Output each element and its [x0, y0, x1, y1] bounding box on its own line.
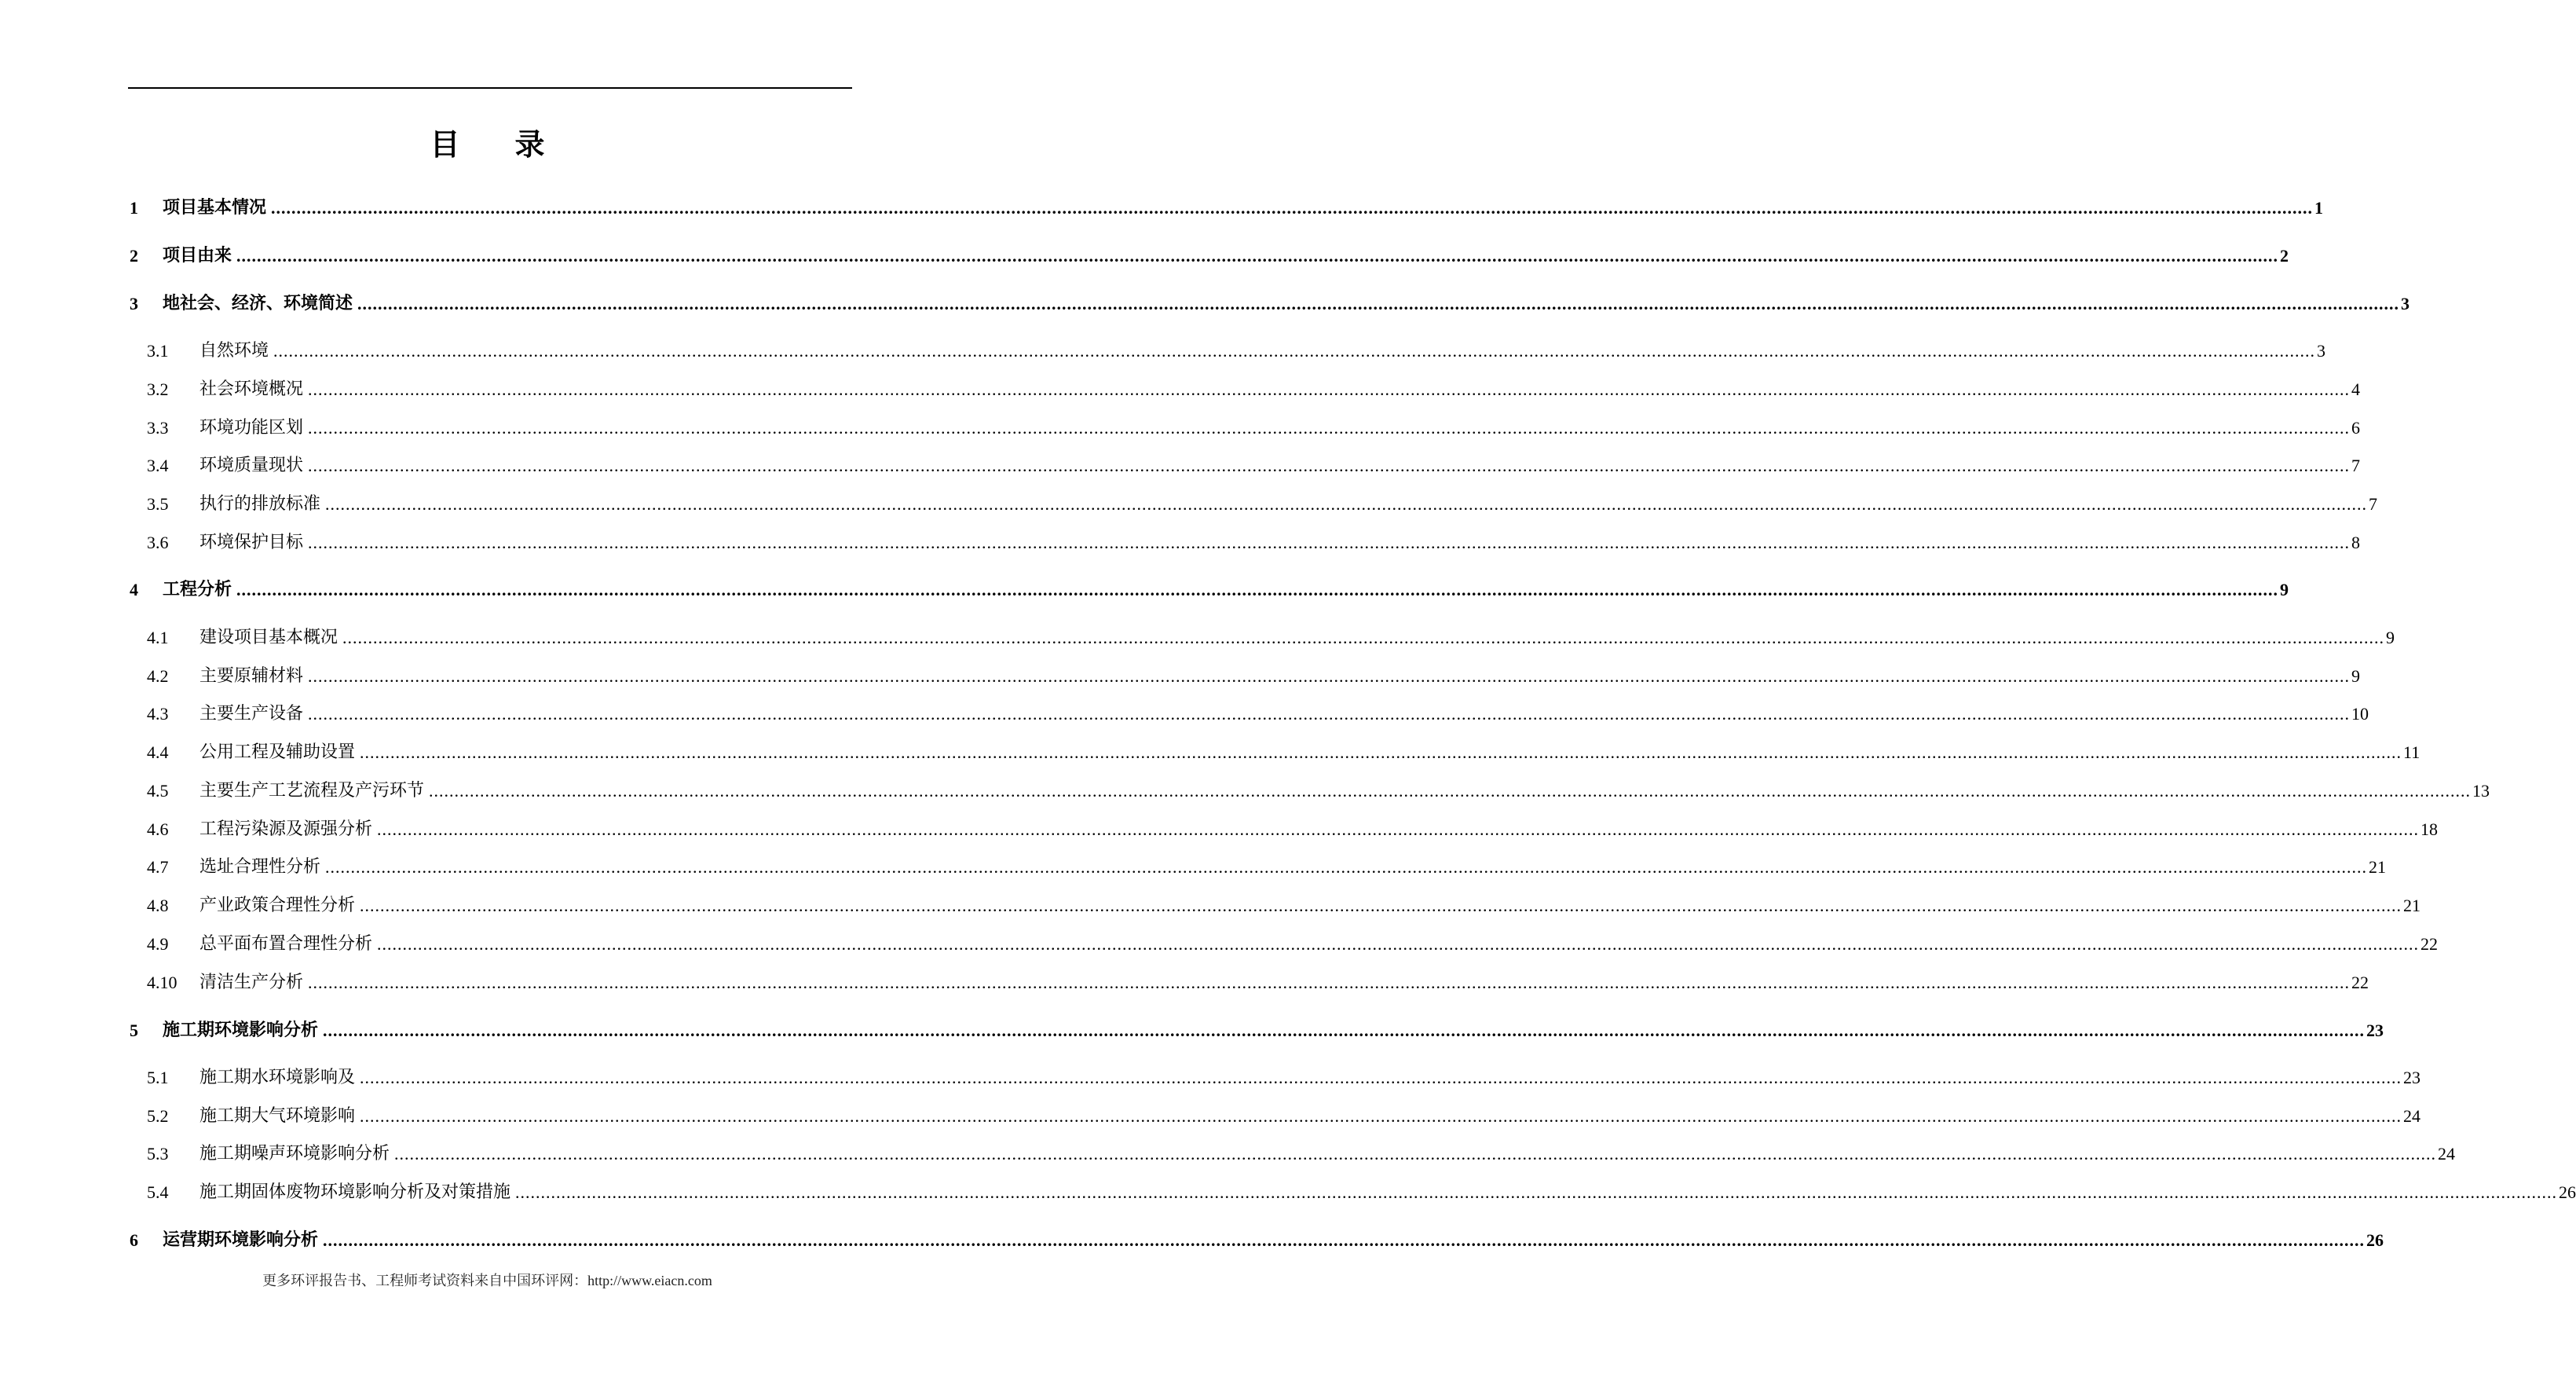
toc-section-entry[interactable]	[128, 1105, 2421, 1128]
toc-leader-dots: ................................................................................................................................................................................................................................................................................................................................................................................................................	[515, 1182, 2558, 1202]
toc-entry-number: 5.1	[147, 1068, 169, 1087]
toc-entry-page: 24	[2438, 1144, 2456, 1164]
toc-chapter-entry[interactable]	[128, 196, 2324, 220]
toc-leader-dots: ................................................................................................................................................................................................................................................................................................................................................................................................................	[323, 1021, 2366, 1040]
toc-leader-dots: ................................................................................................................................................................................................................................................................................................................................................................................................................	[308, 379, 2351, 399]
toc-leader-dots: ................................................................................................................................................................................................................................................................................................................................................................................................................	[394, 1144, 2437, 1164]
toc-section-entry[interactable]	[128, 378, 2361, 401]
toc-entry-title: 施工期噪声环境影响分析	[199, 1144, 390, 1164]
toc-entry-number: 4.7	[147, 857, 169, 877]
toc-entry-title: 建设项目基本概况	[199, 628, 338, 647]
toc-leader-dots: ................................................................................................................................................................................................................................................................................................................................................................................................................	[325, 494, 2368, 514]
toc-entry-title: 运营期环境影响分析	[163, 1230, 319, 1250]
toc-leader-dots: ................................................................................................................................................................................................................................................................................................................................................................................................................	[308, 456, 2351, 475]
toc-section-entry[interactable]	[128, 626, 2395, 650]
toc-entry-title: 主要生产设备	[199, 704, 304, 724]
toc-entry-title: 工程分析	[163, 580, 232, 599]
toc-entry-page: 2	[2280, 246, 2289, 266]
toc-entry-title: 地社会、经济、环境简述	[163, 294, 353, 313]
toc-leader-dots: ................................................................................................................................................................................................................................................................................................................................................................................................................	[323, 1230, 2366, 1250]
page-footer	[0, 1271, 975, 1291]
toc-entry-title: 项目由来	[163, 246, 232, 266]
toc-entry-number: 4.6	[147, 819, 169, 839]
toc-section-entry[interactable]	[128, 493, 2378, 516]
toc-entry-page: 23	[2366, 1021, 2384, 1040]
toc-leader-dots: ................................................................................................................................................................................................................................................................................................................................................................................................................	[308, 973, 2351, 992]
toc-entry-number: 4.8	[147, 896, 169, 915]
toc-leader-dots: ................................................................................................................................................................................................................................................................................................................................................................................................................	[360, 1068, 2402, 1087]
toc-entry-page: 21	[2403, 896, 2421, 915]
toc-leader-dots: ................................................................................................................................................................................................................................................................................................................................................................................................................	[308, 533, 2351, 552]
toc-section-entry[interactable]	[128, 454, 2361, 478]
toc-entry-title: 产业政策合理性分析	[199, 896, 356, 915]
toc-entry-page: 3	[2317, 341, 2326, 361]
toc-entry-number: 4.10	[147, 973, 177, 992]
toc-section-entry[interactable]	[128, 818, 2439, 841]
toc-entry-title: 施工期环境影响分析	[163, 1021, 319, 1040]
toc-entry-page: 7	[2369, 494, 2378, 514]
toc-entry-title: 总平面布置合理性分析	[199, 934, 373, 954]
toc-entry-title: 主要原辅材料	[199, 666, 304, 686]
toc-entry-number: 5.3	[147, 1144, 169, 1164]
toc-entry-number: 4.5	[147, 781, 169, 801]
toc-chapter-entry[interactable]	[128, 1019, 2384, 1043]
title-char-2: 录	[514, 129, 545, 162]
toc-entry-number: 5	[130, 1021, 138, 1040]
toc-section-entry[interactable]	[128, 971, 2369, 995]
toc-entry-number: 4.1	[147, 628, 169, 647]
toc-leader-dots: ................................................................................................................................................................................................................................................................................................................................................................................................................	[357, 294, 2400, 313]
toc-entry-title: 项目基本情况	[163, 198, 267, 218]
toc-entry-number: 4.4	[147, 742, 169, 762]
toc-entry-number: 4.2	[147, 666, 169, 686]
toc-leader-dots: ................................................................................................................................................................................................................................................................................................................................................................................................................	[360, 1106, 2402, 1126]
toc-section-entry[interactable]	[128, 665, 2361, 688]
toc-entry-number: 4.3	[147, 704, 169, 724]
toc-chapter-entry[interactable]	[128, 292, 2410, 316]
toc-entry-page: 1	[2314, 198, 2324, 218]
toc-entry-number: 3.2	[147, 379, 169, 399]
toc-entry-page: 26	[2366, 1230, 2384, 1250]
toc-entry-page: 11	[2403, 742, 2420, 762]
toc-entry-number: 3.5	[147, 494, 169, 514]
toc-entry-page: 10	[2351, 704, 2369, 724]
toc-leader-dots: ................................................................................................................................................................................................................................................................................................................................................................................................................	[273, 341, 2316, 361]
toc-section-entry[interactable]	[128, 1181, 2576, 1204]
toc-entry-title: 主要生产工艺流程及产污环节	[199, 781, 425, 801]
toc-section-entry[interactable]	[128, 702, 2369, 726]
toc-entry-title: 公用工程及辅助设置	[199, 742, 356, 762]
toc-leader-dots: ................................................................................................................................................................................................................................................................................................................................................................................................................	[236, 580, 2279, 599]
title-char-1: 目	[430, 129, 460, 162]
toc-leader-dots: ................................................................................................................................................................................................................................................................................................................................................................................................................	[308, 704, 2351, 724]
toc-chapter-entry[interactable]	[128, 578, 2289, 602]
toc-section-entry[interactable]	[128, 741, 2420, 764]
toc-entry-page: 18	[2420, 819, 2439, 839]
toc-section-entry[interactable]	[128, 1066, 2421, 1090]
toc-entry-title: 施工期固体废物环境影响分析及对策措施	[199, 1182, 511, 1202]
toc-entry-page: 24	[2403, 1106, 2421, 1126]
toc-entry-page: 22	[2420, 934, 2439, 954]
toc-entry-page: 13	[2472, 781, 2490, 801]
toc-entry-page: 9	[2280, 580, 2289, 599]
toc-entry-number: 3	[130, 294, 138, 313]
toc-entry-page: 8	[2351, 533, 2361, 552]
toc-leader-dots: ................................................................................................................................................................................................................................................................................................................................................................................................................	[360, 742, 2402, 762]
toc-entry-page: 23	[2403, 1068, 2421, 1087]
toc-entry-title: 选址合理性分析	[199, 857, 321, 877]
toc-entry-page: 9	[2386, 628, 2395, 647]
toc-leader-dots: ................................................................................................................................................................................................................................................................................................................................................................................................................	[325, 857, 2368, 877]
toc-entry-title: 工程污染源及源强分析	[199, 819, 373, 839]
toc-section-entry[interactable]	[128, 339, 2326, 363]
footer-text: 更多环评报告书、工程师考试资料来自中国环评网：	[262, 1273, 588, 1289]
toc-entry-title: 社会环境概况	[199, 379, 304, 399]
toc-leader-dots: ................................................................................................................................................................................................................................................................................................................................................................................................................	[377, 819, 2420, 839]
toc-entry-title: 环境保护目标	[199, 533, 304, 552]
toc-leader-dots: ................................................................................................................................................................................................................................................................................................................................................................................................................	[271, 198, 2314, 218]
page-title	[0, 126, 975, 165]
toc-entry-number: 3.1	[147, 341, 169, 361]
toc-leader-dots: ................................................................................................................................................................................................................................................................................................................................................................................................................	[377, 934, 2420, 954]
toc-entry-title: 施工期水环境影响及	[199, 1068, 356, 1087]
toc-entry-number: 6	[130, 1230, 138, 1250]
toc-leader-dots: ................................................................................................................................................................................................................................................................................................................................................................................................................	[236, 246, 2279, 266]
toc-leader-dots: ................................................................................................................................................................................................................................................................................................................................................................................................................	[308, 418, 2351, 438]
toc-chapter-entry[interactable]	[128, 1229, 2384, 1252]
toc-section-entry[interactable]	[128, 856, 2387, 879]
toc-entry-page: 9	[2351, 666, 2361, 686]
toc-section-entry[interactable]	[128, 416, 2361, 440]
toc-leader-dots: ................................................................................................................................................................................................................................................................................................................................................................................................................	[308, 666, 2351, 686]
toc-entry-page: 22	[2351, 973, 2369, 992]
toc-entry-page: 4	[2351, 379, 2361, 399]
toc-entry-number: 4	[130, 580, 138, 599]
toc-entry-page: 7	[2351, 456, 2361, 475]
toc-entry-page: 21	[2369, 857, 2387, 877]
toc-entry-number: 3.4	[147, 456, 169, 475]
toc-entry-title: 自然环境	[199, 341, 269, 361]
toc-entry-number: 5.4	[147, 1182, 169, 1202]
toc-section-entry[interactable]	[128, 779, 2490, 803]
toc-leader-dots: ................................................................................................................................................................................................................................................................................................................................................................................................................	[342, 628, 2385, 647]
toc-entry-page: 6	[2351, 418, 2361, 438]
header-rule	[128, 87, 852, 89]
toc-entry-number: 1	[130, 198, 138, 218]
toc-entry-title: 环境质量现状	[199, 456, 304, 475]
toc-entry-number: 3.3	[147, 418, 169, 438]
toc-entry-page: 26	[2559, 1182, 2576, 1202]
toc-section-entry[interactable]	[128, 933, 2439, 956]
toc-leader-dots: ................................................................................................................................................................................................................................................................................................................................................................................................................	[360, 896, 2402, 915]
toc-entry-title: 清洁生产分析	[199, 973, 304, 992]
toc-section-entry[interactable]	[128, 1142, 2456, 1166]
toc-entry-title: 执行的排放标准	[199, 494, 321, 514]
toc-entry-title: 施工期大气环境影响	[199, 1106, 356, 1126]
toc-entry-title: 环境功能区划	[199, 418, 304, 438]
toc-entry-number: 4.9	[147, 934, 169, 954]
toc-section-entry[interactable]	[128, 531, 2361, 555]
toc-entry-number: 3.6	[147, 533, 169, 552]
toc-leader-dots: ................................................................................................................................................................................................................................................................................................................................................................................................................	[429, 781, 2472, 801]
toc-section-entry[interactable]	[128, 894, 2421, 918]
toc-entry-number: 5.2	[147, 1106, 169, 1126]
footer-link[interactable]: http://www.eiacn.com	[587, 1273, 712, 1288]
toc-chapter-entry[interactable]	[128, 244, 2289, 268]
toc-entry-page: 3	[2401, 294, 2410, 313]
toc-entry-number: 2	[130, 246, 138, 266]
